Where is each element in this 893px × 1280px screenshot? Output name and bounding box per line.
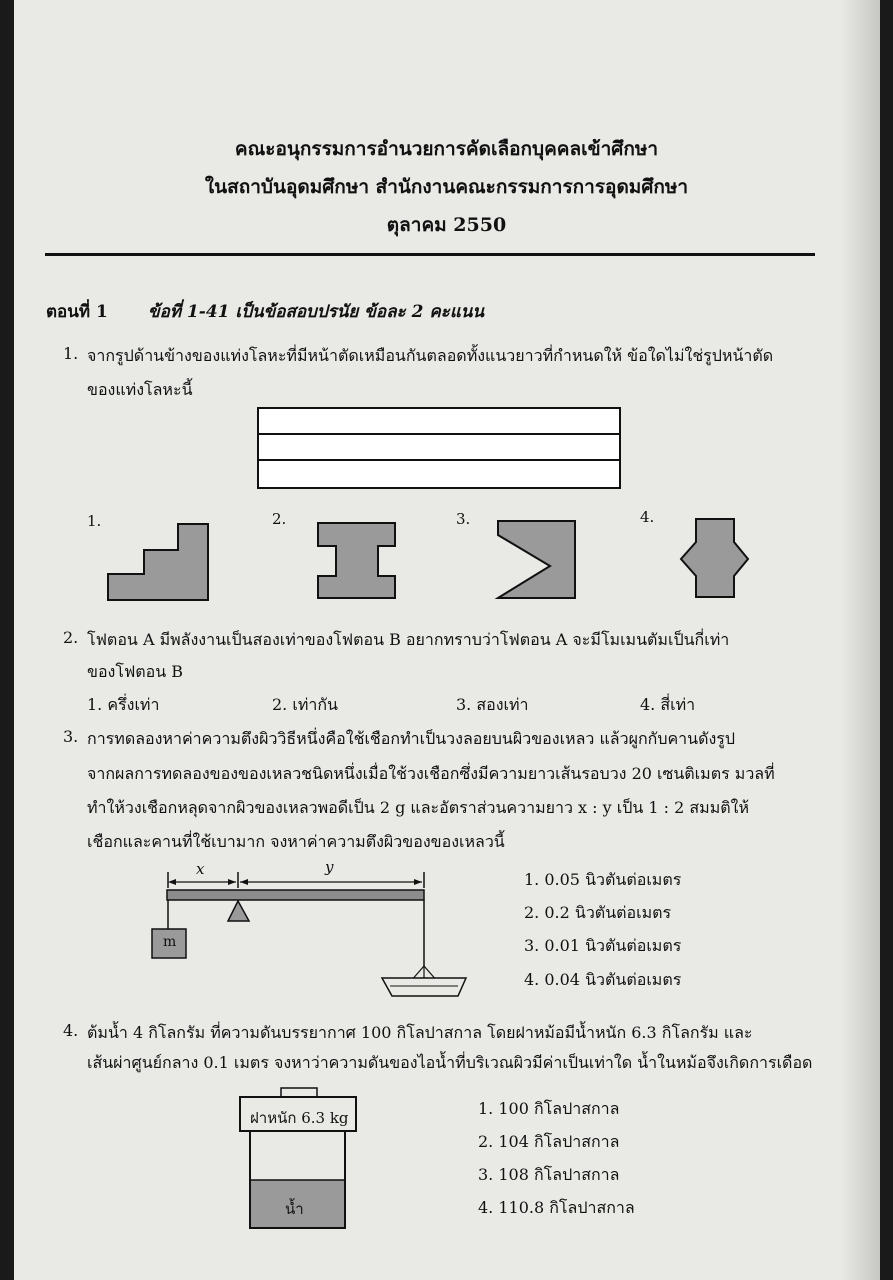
q2-choice-1[interactable]: 1. ครึ่งเท่า <box>87 695 160 714</box>
q3-label-mass: m <box>163 934 177 950</box>
header-date: ตุลาคม 2550 <box>386 214 507 236</box>
q2-text-line2: ของโฟตอน B <box>87 662 184 681</box>
q3-text-line4: เชือกและคานที่ใช้เบามาก จงหาค่าความตึงผิวของของเหลวนี้ <box>87 832 505 851</box>
q3-choice-3[interactable]: 3. 0.01 นิวตันต่อเมตร <box>524 936 682 955</box>
q1-choice-4-label[interactable]: 4. <box>640 508 655 526</box>
q2-text-line1: โฟตอน A มีพลังงานเป็นสองเท่าของโฟตอน B อยากทราบว่าโฟตอน A จะมีโมเมนตัมเป็นกี่เท่า <box>87 630 730 649</box>
q4-choice-2[interactable]: 2. 104 กิโลปาสกาล <box>478 1132 620 1151</box>
q3-number: 3. <box>63 727 79 746</box>
q3-text-line1: การทดลองหาค่าความตึงผิววิธีหนึ่งคือใช้เชือกทำเป็นวงลอยบนผิวของเหลว แล้วผูกกับคานดังรูป <box>87 729 736 748</box>
q4-choice-1[interactable]: 1. 100 กิโลปาสกาล <box>478 1099 620 1118</box>
q4-choice-4[interactable]: 4. 110.8 กิโลปาสกาล <box>478 1198 635 1217</box>
section-description: ข้อที่ 1-41 เป็นข้อสอบปรนัย ข้อละ 2 คะแนน <box>148 302 485 322</box>
q1-choice-2-label[interactable]: 2. <box>272 510 287 528</box>
q4-choice-3[interactable]: 3. 108 กิโลปาสกาล <box>478 1165 620 1184</box>
q3-choice-2[interactable]: 2. 0.2 นิวตันต่อเมตร <box>524 903 672 922</box>
q4-text-line2: เส้นผ่าศูนย์กลาง 0.1 เมตร จงหาว่าความดันของไอน้ำที่บริเวณผิวมีค่าเป็นเท่าใด น้ำในหม้อจึงเกิดการเดือด <box>87 1053 813 1072</box>
q3-text-line2: จากผลการทดลองของของเหลวชนิดหนึ่งเมื่อใช้วงเชือกซึ่งมีความยาวเส้นรอบวง 20 เซนติเมตร มวลที่ <box>87 764 775 783</box>
header-committee: คณะอนุกรรมการอำนวยการคัดเลือกบุคคลเข้าศึกษา <box>234 138 659 160</box>
q2-choice-4[interactable]: 4. สี่เท่า <box>640 695 696 714</box>
q3-choice-4[interactable]: 4. 0.04 นิวตันต่อเมตร <box>524 970 682 989</box>
q3-label-x: x <box>196 860 205 878</box>
q4-lid-label: ฝาหนัก 6.3 kg <box>250 1109 349 1127</box>
q1-text-line2: ของแท่งโลหะนี้ <box>87 380 193 399</box>
q4-water-label: น้ำ <box>285 1200 304 1218</box>
q2-number: 2. <box>63 628 79 647</box>
section-label: ตอนที่ 1 <box>46 302 108 322</box>
q4-number: 4. <box>63 1021 79 1040</box>
q1-choice-3-label[interactable]: 3. <box>456 510 471 528</box>
header-office: ในสถาบันอุดมศึกษา สำนักงานคณะกรรมการการอุดมศึกษา <box>204 176 689 198</box>
q3-choice-1[interactable]: 1. 0.05 นิวตันต่อเมตร <box>524 870 682 889</box>
q1-number: 1. <box>63 344 79 363</box>
q1-text-line1: จากรูปด้านข้างของแท่งโลหะที่มีหน้าตัดเหมือนกันตลอดทั้งแนวยาวที่กำหนดให้ ข้อใดไม่ใช่รูปหน้าตัด <box>87 346 774 365</box>
q1-choice-1-label[interactable]: 1. <box>87 512 102 530</box>
q3-label-y: y <box>325 858 334 876</box>
q2-choice-3[interactable]: 3. สองเท่า <box>456 695 529 714</box>
q3-text-line3: ทำให้วงเชือกหลุดจากผิวของเหลวพอดีเป็น 2 g และอัตราส่วนความยาว x : y เป็น 1 : 2 สมมติให้ <box>87 798 750 817</box>
q2-choice-2[interactable]: 2. เท่ากัน <box>272 695 338 714</box>
q4-text-line1: ต้มน้ำ 4 กิโลกรัม ที่ความดันบรรยากาศ 100 กิโลปาสกาล โดยฝาหม้อมีน้ำหนัก 6.3 กิโลกรัม และ <box>87 1023 753 1042</box>
